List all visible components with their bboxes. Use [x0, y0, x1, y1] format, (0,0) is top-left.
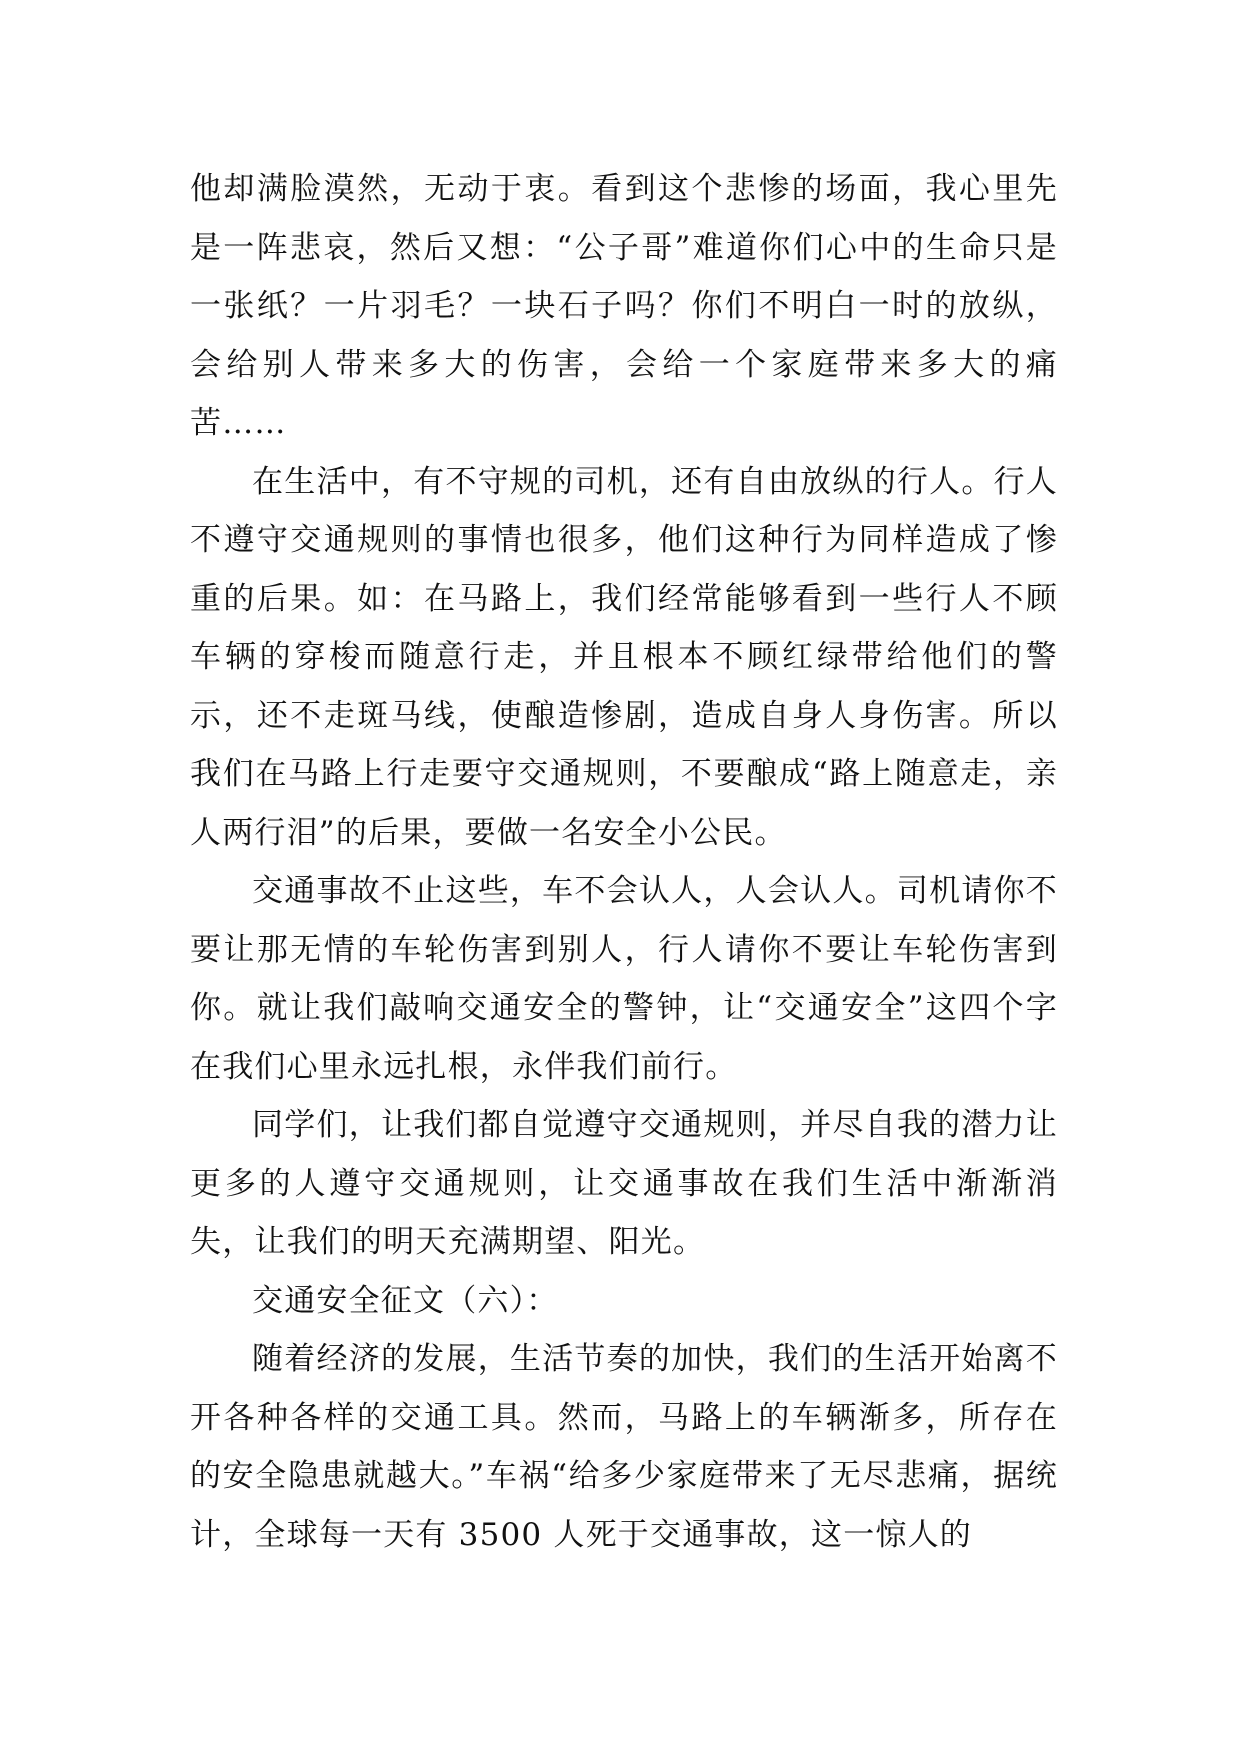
- paragraph-3: 交通事故不止这些，车不会认人，人会认人。司机请你不要让那无情的车轮伤害到别人，行人请你不要让车轮伤害到你。就让我们敲响交通安全的警钟，让“交通安全”这四个字在我们心里永远扎根，永伴我们前行。: [190, 873, 1058, 1085]
- section-heading: 交通安全征文（六）：: [252, 1282, 559, 1319]
- paragraph-4: 同学们，让我们都自觉遵守交通规则，并尽自我的潜力让更多的人遵守交通规则，让交通事故在我们生活中渐渐消失，让我们的明天充满期望、阳光。: [190, 1107, 1058, 1260]
- document-body: [190, 160, 1058, 1564]
- paragraph-6: 随着经济的发展，生活节奏的加快，我们的生活开始离不开各种各样的交通工具。然而，马路上的车辆渐多，所存在的安全隐患就越大。”车祸“给多少家庭带来了无尽悲痛，据统计，全球每一天有 3500 人死于交通事故，这一惊人的: [190, 1341, 1058, 1553]
- paragraph-1: 他却满脸漠然，无动于衷。看到这个悲惨的场面，我心里先是一阵悲哀，然后又想：“公子哥”难道你们心中的生命只是一张纸？一片羽毛？一块石子吗？你们不明白一时的放纵，会给别人带来多大的伤害，会给一个家庭带来多大的痛苦……: [190, 171, 1058, 441]
- paragraph-2: 在生活中，有不守规的司机，还有自由放纵的行人。行人不遵守交通规则的事情也很多，他们这种行为同样造成了惨重的后果。如：在马路上，我们经常能够看到一些行人不顾车辆的穿梭而随意行走，并且根本不顾红绿带给他们的警示，还不走斑马线，使酿造惨剧，造成自身人身伤害。所以我们在马路上行走要守交通规则，不要酿成“路上随意走，亲人两行泪”的后果，要做一名安全小公民。: [190, 463, 1058, 851]
